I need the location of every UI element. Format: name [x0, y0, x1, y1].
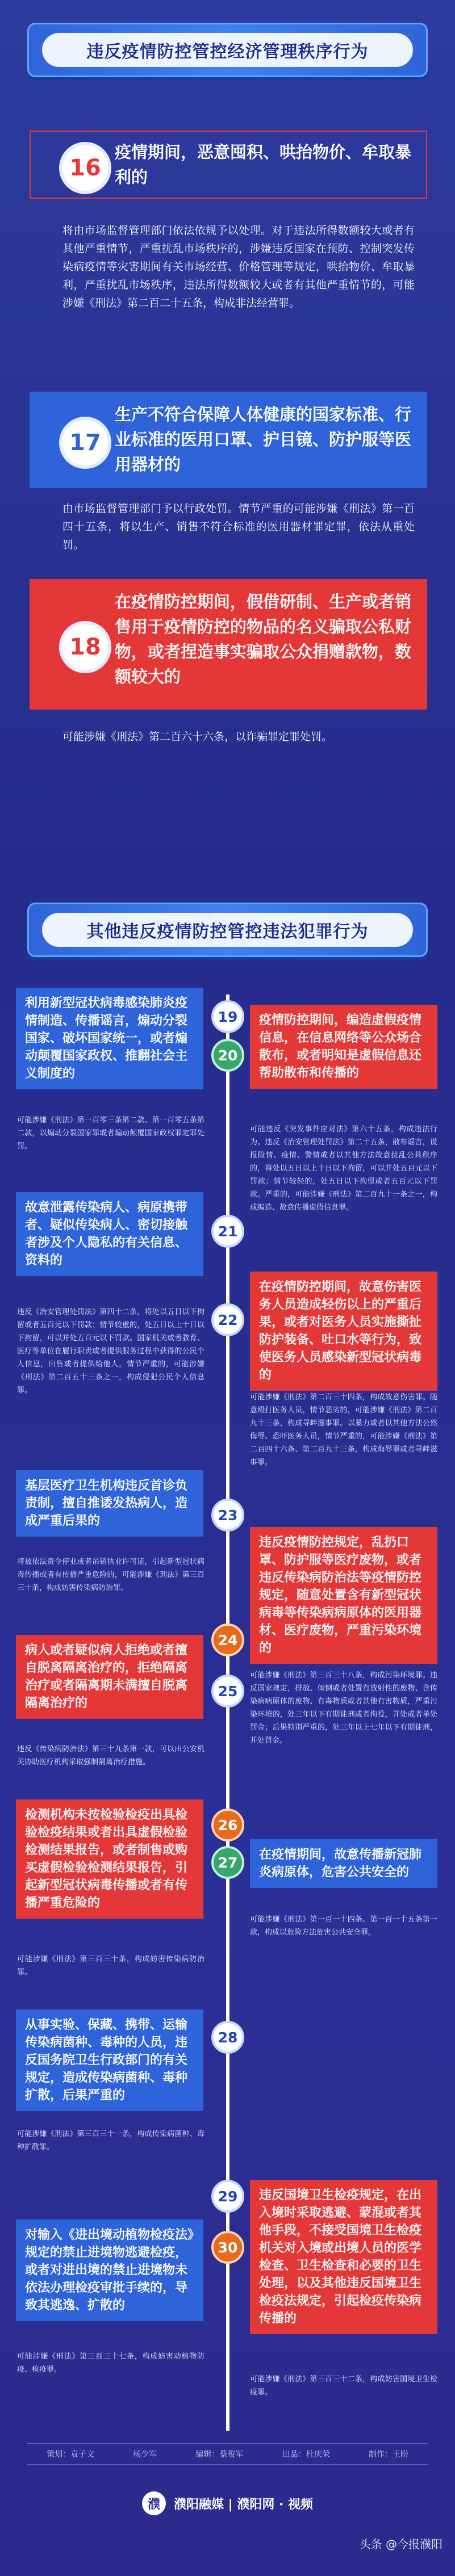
timeline-number-25: 25	[211, 1675, 244, 1707]
credit-producer: 出品：杜庆荣	[282, 2450, 330, 2459]
section-banner-economic	[27, 23, 428, 77]
brand-logo-icon: 濮	[142, 2491, 166, 2515]
timeline-note-26: 可能涉嫌《刑法》第一百一十四条、第一百一十五条第一款，构成以危险方法危害公共安全罪。	[250, 1915, 437, 1937]
timeline-note-21: 违反《治安管理处罚法》第四十二条，将处以五日以下拘留或者五百元以下罚款；情节较重的，处五日以上十日以下拘留，可以并处五百元以下罚款。国家机关或者教育、医疗等单位在履行职责或者提供服务过程中获得的公民个人信息，出售或者提供给他人，情节严重的，可能涉嫌《刑法》第二百五十三条之一，构成侵犯公民个人信息罪。	[17, 1308, 204, 1395]
credit-planner: 策划：袁子文	[47, 2450, 95, 2459]
timeline-card-29: 违反国境卫生检疫规定，在出入境时采取逃避、蒙混或者其他手段，不接受国境卫生检疫机关对入境或出境人员的医学检查、卫生检查和必要的卫生处理，以及其他违反国境卫生检疫法规定，引起检疫传染病传播的	[250, 2180, 437, 2334]
clause-17-title: 生产不符合保障人体健康的国家标准、行业标准的医用口罩、护目镜、防护服等医用器材的	[115, 405, 412, 474]
watermark: 头条 @今报濮阳	[359, 2537, 443, 2551]
brand-text: 濮阳融媒 | 濮阳网 · 视频	[173, 2497, 314, 2512]
clause-17-number: 17	[59, 417, 111, 469]
clause-18-title: 在疫情防控期间，假借研制、生产或者销售用于疫情防控的物品的名义骗取公私财物，或者捏造事实骗取公众捐赠款物，数额较大的	[115, 592, 412, 686]
timeline-card-26: 在疫情期间，故意传播新冠肺炎病原体，危害公共安全的	[250, 1839, 437, 1888]
timeline-number-28: 28	[211, 2021, 244, 2054]
timeline-note-23: 将被依法责令停业或者吊销执业许可证，引起新型冠状病毒传播或者有传播严重危险的，可能涉嫌《刑法》第三百三十条，构成妨害传染病防治罪。	[17, 1558, 204, 1592]
credits-bar	[27, 2443, 428, 2465]
clause-17	[30, 392, 427, 562]
timeline-card-23: 基层医疗卫生机构违反首诊负责制，擅自推诿发热病人，造成严重后果的	[16, 1470, 203, 1537]
timeline-card-20: 疫情防控期间，编造虚假疫情信息，在信息网络等公众场合散布，或者明知是虚假信息还帮助散布和传播的	[250, 1005, 437, 1089]
credit-planner-2: 杨少军	[133, 2450, 157, 2459]
timeline-card-24: 违反疫情防控规定，乱扔口罩、防护服等医疗废物，或者违反传染病防治法等疫情防控规定，随意处置含有新型冠状病毒等传染病病原体的医用器材、医疗废物，严重污染环境的	[250, 1527, 437, 1664]
timeline-number-29: 29	[211, 2180, 244, 2213]
section-title: 其他违反疫情防控管控违法犯罪行为	[42, 913, 413, 947]
clause-17-body: 由市场监督管理部门予以行政处罚。情节严重的可能涉嫌《刑法》第一百四十五条，将以生产、销售不符合标准的医用器材罪定罪，依法从重处罚。	[62, 502, 415, 551]
timeline-note-24: 可能涉嫌《刑法》第三百三十八条，构成污染环境罪。违反国家规定，排放、倾倒或者处置有放射性的废物、含传染病病原体的废物、有毒物质或者其他有害物质，严重污染环境的，处三年以下有期徒刑或者拘役，并处或者单处罚金；后果特别严重的，处三年以上七年以下有期徒刑，并处罚金。	[250, 1671, 437, 1745]
timeline-note-28: 可能涉嫌《刑法》第三百三十一条，构成传染病菌种、毒种扩散罪。	[17, 2130, 204, 2151]
timeline-number-20: 20	[211, 1039, 244, 1072]
timeline-note-27: 可能涉嫌《刑法》第三百三十条，构成妨害传染病防治罪。	[17, 1955, 204, 1977]
credit-editor: 编辑：蔡俊军	[195, 2450, 244, 2459]
clause-18-number: 18	[59, 621, 111, 673]
timeline-number-30: 30	[211, 2231, 244, 2264]
section-title: 违反疫情防控管控经济管理秩序行为	[42, 33, 413, 67]
timeline-number-21: 21	[211, 1215, 244, 1248]
timeline-note-20: 可能违反《突发事件应对法》第六十五条，构成违法行为。违反《治安管理处罚法》第二十五条，散布谣言，谎报险情、疫情、警情或者以其他方法故意扰乱公共秩序的，将处以五日以上十日以下拘留，可以并处五百元以下罚款；情节较轻的，处五日以下拘留或者五百元以下罚款。严重的，可能涉嫌《刑法》第二百九十一条之一，构成编造、故意传播虚假信息罪。	[250, 1125, 437, 1212]
clause-16-title: 疫情期间，恶意囤积、哄抬物价、牟取暴利的	[115, 142, 412, 187]
timeline-card-28: 从事实验、保藏、携带、运输传染病菌种、毒种的人员，违反国务院卫生行政部门的有关规定，造成传染病菌种、毒种扩散，后果严重的	[16, 2009, 203, 2111]
brand-footer	[0, 2486, 455, 2520]
timeline-note-19: 可能涉嫌《刑法》第一百零三条第二款、第一百零五条第二款，以煽动分裂国家罪或者煽动颠覆国家政权罪定罪处罚。	[17, 1116, 204, 1151]
timeline-line	[226, 995, 229, 2431]
timeline-number-23: 23	[211, 1499, 244, 1532]
clause-18-body: 可能涉嫌《刑法》第二百六十六条，以诈骗罪定罪处罚。	[62, 731, 333, 743]
clause-16	[30, 131, 427, 380]
timeline-note-25: 违反《传染病防治法》第三十九条第一款，可以由公安机关协助医疗机构采取强制隔离治疗措施。	[17, 1745, 204, 1767]
timeline-number-19: 19	[211, 1000, 244, 1033]
timeline-card-30: 对输入《进出境动植物检疫法》规定的禁止进境物逃避检疫，或者对进出境的禁止进境物未依法办理检疫审批手续的，导致其逃逸、扩散的	[16, 2220, 203, 2321]
clause-16-number: 16	[59, 142, 111, 194]
timeline-card-27: 检测机构未按检验检疫出具检验检疫结果或者出具虚假检验检测结果报告，或者制售或购买虚假检验检测结果报告，引起新型冠状病毒传播或者有传播严重危险的	[16, 1799, 203, 1919]
timeline-card-22: 在疫情防控期间，故意伤害医务人员造成轻伤以上的严重后果，或者对医务人员实施撕扯防护装备、吐口水等行为，致使医务人员感染新型冠状病毒的	[250, 1272, 437, 1391]
timeline-note-29: 可能涉嫌《刑法》第三百三十二条，构成妨害国境卫生检疫罪。	[250, 2375, 437, 2397]
clause-18	[30, 579, 427, 772]
timeline-note-30: 可能涉嫌《刑法》第三百三十七条，构成妨害动植物防疫、检疫罪。	[17, 2352, 204, 2374]
credit-maker: 制作：王盼	[368, 2450, 408, 2459]
timeline-card-19: 利用新型冠状病毒感染肺炎疫情制造、传播谣言，煽动分裂国家、破坏国家统一，或者煽动颠覆国家政权、推翻社会主义制度的	[16, 988, 203, 1089]
timeline-number-22: 22	[211, 1303, 244, 1336]
timeline-note-22: 可能涉嫌《刑法》第二百三十四条，构成故意伤害罪。随意殴打医务人员，情节恶劣的，可能涉嫌《刑法》第二百九十三条，构成寻衅滋事罪。以暴力或者以其他方法公然侮辱、恐吓医务人员，情节严重的，可能涉嫌《刑法》第二百四十六条、第二百九十三条，构成侮辱罪或者寻衅滋事罪。	[250, 1393, 437, 1467]
timeline-number-27: 27	[211, 1846, 244, 1879]
timeline-card-25: 病人或者疑似病人拒绝或者擅自脱离隔离治疗的，拒绝隔离治疗或者隔离期未满擅自脱离隔离治疗的	[16, 1635, 203, 1719]
clause-16-body: 将由市场监督管理部门依法依规予以处理。对于违法所得数额较大或者有其他严重情节，严重扰乱市场秩序的，涉嫌违反国家在预防、控制突发传染病疫情等灾害期间有关市场经营、价格管理等规定，哄抬物价、牟取暴利，严重扰乱市场秩序，违法所得数额较大或者有其他严重情节的，可能涉嫌《刑法》第二百二十五条，构成非法经营罪。	[62, 224, 415, 309]
section-banner-other	[27, 903, 428, 957]
timeline-card-21: 故意泄露传染病人、病原携带者、疑似传染病人、密切接触者涉及个人隐私的有关信息、资料的	[16, 1192, 203, 1276]
timeline-number-24: 24	[211, 1623, 244, 1656]
timeline-number-26: 26	[211, 1809, 244, 1841]
